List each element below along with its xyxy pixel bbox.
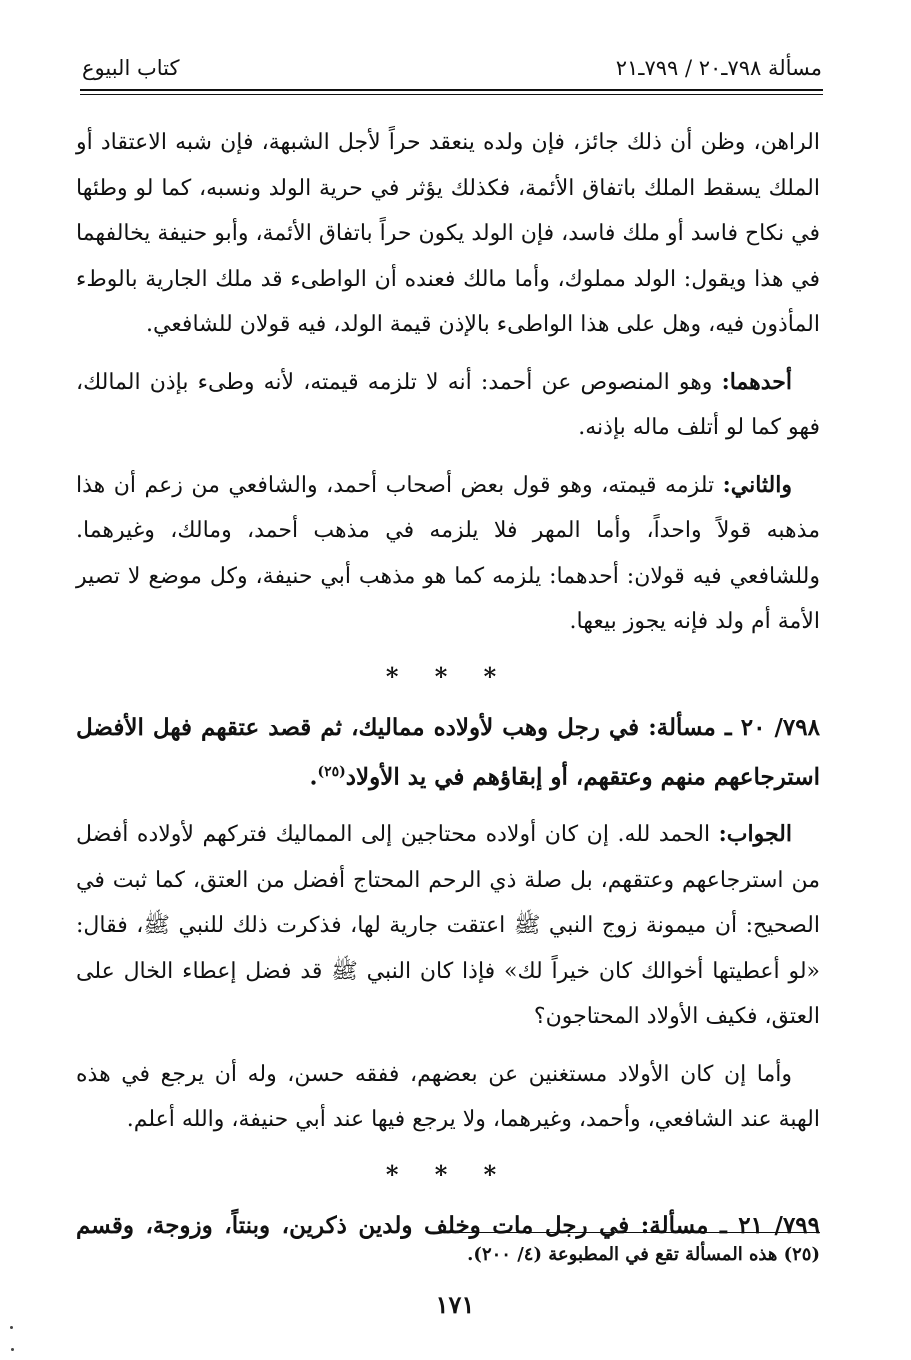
- paragraph-answer: [76, 812, 820, 1040]
- paragraph-first-opinion: [76, 360, 820, 451]
- question-798-20: [76, 705, 820, 801]
- footnote-25: (٢٥) هذه المسألة تقع في المطبوعة (٤/ ٢٠٠).: [467, 1244, 820, 1265]
- paragraph-second-opinion: [76, 463, 820, 645]
- second-opinion-text: تلزمه قيمته، وهو قول بعض أصحاب أحمد، والشافعي من زعم أن هذا مذهبه قولاً واحداً، وأما المهر فلا يلزمه في مذهب أحمد، ومالك، وغيرهما. وللشافعي فيه قولان: أحدهما: يلزمه كما هو مذهب أبي حنيفة، وكل موضع لا تصير الأمة أم ولد فإنه يجوز بيعها.: [76, 472, 820, 634]
- scan-speck: [11, 1348, 14, 1351]
- header-rule-thick: [80, 89, 823, 91]
- header-book-title: كتاب البيوع: [82, 56, 180, 80]
- section-separator-1: * * *: [385, 661, 511, 691]
- main-text: [76, 120, 820, 1260]
- scan-speck: [10, 1326, 13, 1329]
- footnote-ref-25[interactable]: (٢٥): [317, 764, 346, 780]
- paragraph-answer-continued: وأما إن كان الأولاد مستغنين عن بعضهم، ففقه حسن، وله أن يرجع في هذه الهبة عند الشافعي، وأحمد، وغيرهما، ولا يرجع فيها عند أبي حنيفة، والله أعلم.: [76, 1061, 820, 1133]
- answer-label: الجواب:: [718, 821, 792, 848]
- question-798-end: .: [309, 763, 318, 791]
- section-separator-2: * * *: [385, 1159, 511, 1189]
- footnote-rule: [430, 1232, 820, 1233]
- running-header: [82, 54, 822, 88]
- page-number: ١٧١: [435, 1290, 475, 1319]
- paragraph-1: الراهن، وظن أن ذلك جائز، فإن ولده ينعقد حراً لأجل الشبهة، فإن شبه الاعتقاد أو الملك يسقط الملك باتفاق الأئمة، فكذلك يؤثر في حرية الولد ونسبه، كما لو وطئها في نكاح فاسد أو ملك فاسد، فإن الولد يكون حراً باتفاق الأئمة، وأبو حنيفة يخالفهما في هذا ويقول: الولد مملوك، وأما مالك فعنده أن الواطىء قد ملك الجارية بالوطء المأذون فيه، وهل على هذا الواطىء بالإذن قيمة الولد، فيه قولان للشافعي.: [76, 130, 820, 337]
- first-opinion-label: أحدهما:: [721, 368, 792, 395]
- question-798-text: ٧٩٨/ ٢٠ ـ مسألة: في رجل وهب لأولاده مماليك، ثم قصد عتقهم فهل الأفضل استرجاعهم منهم وعتقهم، أو إبقاؤهم في يد الأولاد: [76, 713, 820, 791]
- header-rule-thin: [80, 94, 823, 95]
- second-opinion-label: والثاني:: [722, 471, 792, 498]
- answer-text: الحمد لله. إن كان أولاده محتاجين إلى المماليك فتركهم لأولاده أفضل من استرجاعهم وعتقهم، بل صلة ذي الرحم المحتاج أفضل من العتق، كما ثبت في الصحيح: أن ميمونة زوج النبي ﷺ اعتقت جارية لها، فذكرت ذلك للنبي ﷺ، فقال: «لو أعطيتها أخوالك كان خيراً لك» فإذا كان النبي ﷺ قد فضل إعطاء الخال على العتق، فكيف الأولاد المحتاجون؟: [76, 822, 820, 1030]
- header-issue-numbers: مسألة ٧٩٨ـ٢٠ / ٧٩٩ـ٢١: [615, 56, 822, 80]
- question-799-21: ٧٩٩/ ٢١ ـ مسألة: في رجل مات وخلف ولدين ذكرين، وبنتاً، وزوجة، وقسم: [76, 1211, 820, 1239]
- scan-specks: [8, 1320, 16, 1360]
- first-opinion-text: وهو المنصوص عن أحمد: أنه لا تلزمه قيمته، لأنه وطىء بإذن المالك، فهو كما لو أتلف ماله بإذنه.: [76, 369, 820, 440]
